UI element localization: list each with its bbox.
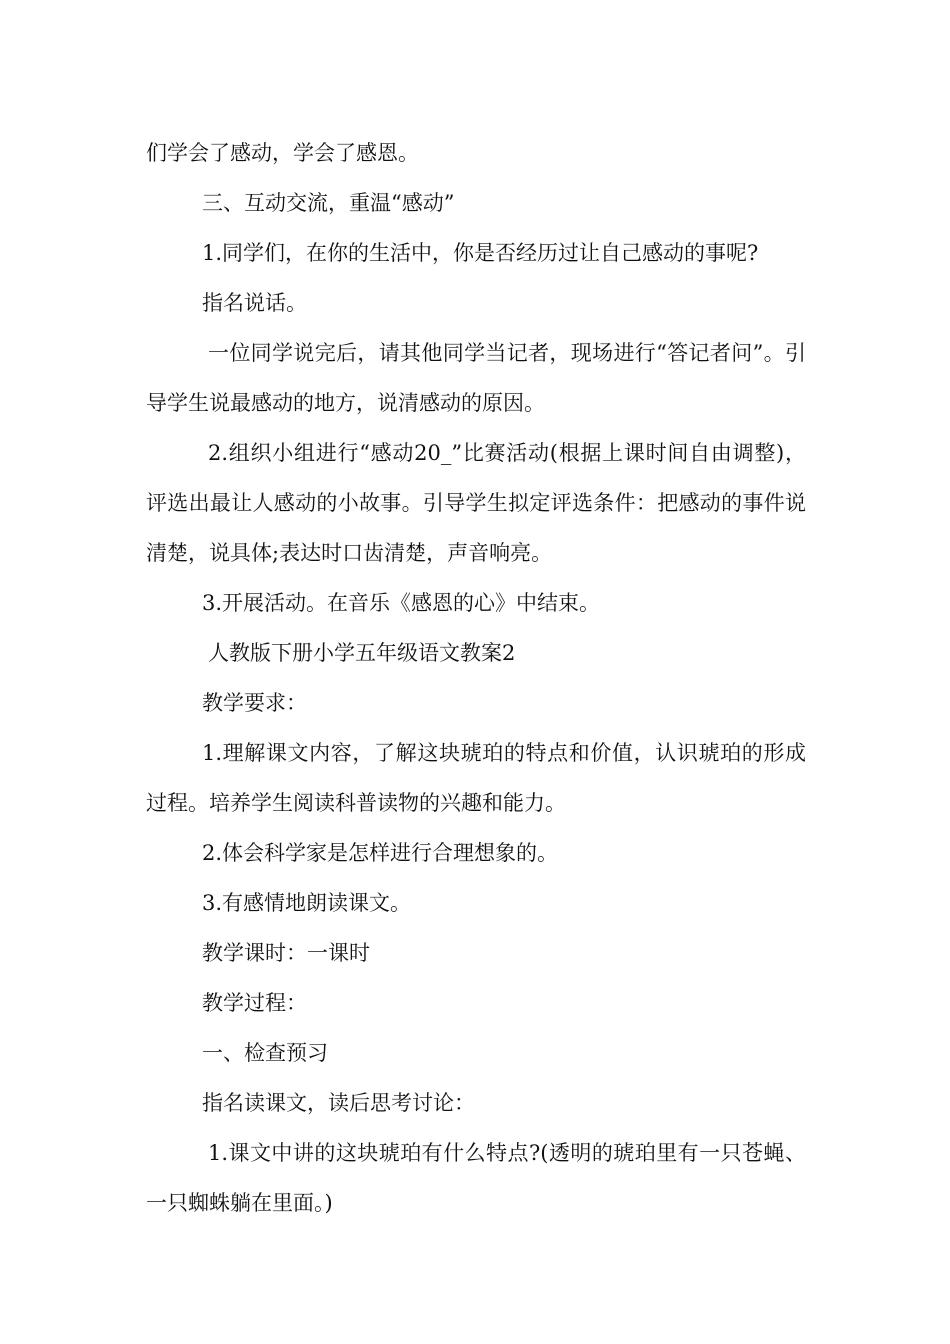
section-heading: 三、互动交流，重温“感动”	[202, 191, 455, 215]
paragraph: 一位同学说完后，请其他同学当记者，现场进行“答记者问”。引导学生说最感动的地方，说清感动的原因。	[146, 341, 806, 415]
paragraph: 指名读课文，读后思考讨论：	[202, 1091, 475, 1115]
paragraph: 指名说话。	[202, 291, 307, 315]
paragraph: 3.开展活动。在音乐《感恩的心》中结束。	[202, 591, 601, 615]
section-heading: 教学过程：	[202, 991, 307, 1015]
section-heading: 一、检查预习	[202, 1041, 328, 1065]
paragraph: 1.课文中讲的这块琥珀有什么特点?(透明的琥珀里有一只苍蝇、一只蜘蛛躺在里面。)	[146, 1141, 806, 1215]
document-body	[146, 128, 806, 1228]
paragraph: 们学会了感动，学会了感恩。	[146, 141, 419, 165]
paragraph: 3.有感情地朗读课文。	[202, 891, 412, 915]
section-heading: 教学要求：	[202, 691, 307, 715]
paragraph: 教学课时：一课时	[202, 941, 370, 965]
paragraph: 1.同学们，在你的生活中，你是否经历过让自己感动的事呢?	[202, 241, 759, 265]
lesson-title: 人教版下册小学五年级语文教案2	[208, 641, 516, 665]
paragraph: 2.体会科学家是怎样进行合理想象的。	[202, 841, 559, 865]
paragraph: 2.组织小组进行“感动20_”比赛活动(根据上课时间自由调整)，评选出最让人感动的小故事。引导学生拟定评选条件：把感动的事件说清楚，说具体;表达时口齿清楚，声音响亮。	[146, 441, 806, 565]
paragraph: 1.理解课文内容，了解这块琥珀的特点和价值，认识琥珀的形成过程。培养学生阅读科普读物的兴趣和能力。	[146, 741, 806, 815]
